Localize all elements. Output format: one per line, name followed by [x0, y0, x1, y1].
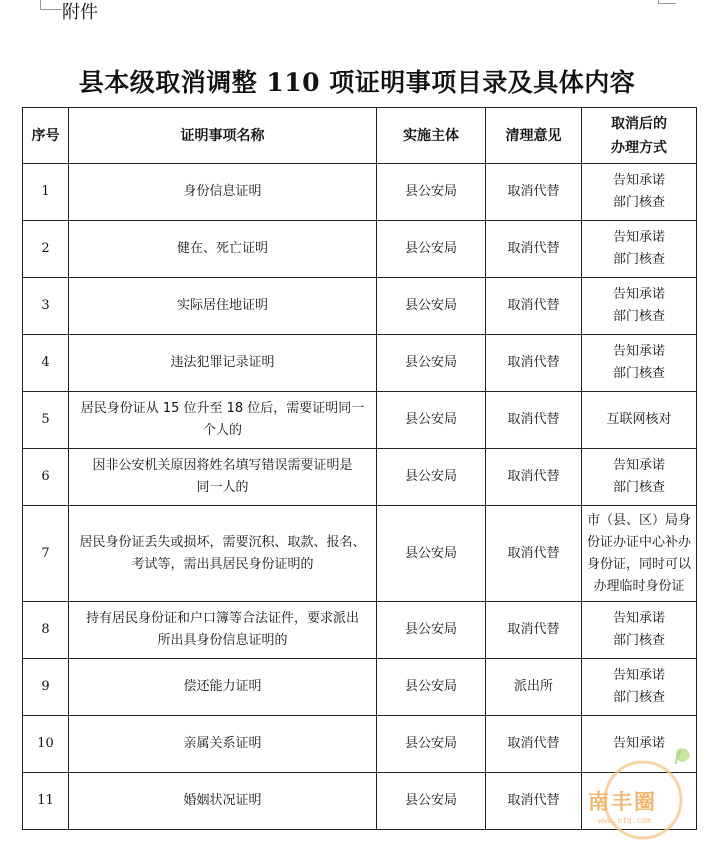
- cell-agency: 县公安局: [377, 716, 486, 773]
- cell-method-line: 告知承诺: [612, 458, 665, 473]
- cell-method-line: 部门核查: [612, 690, 665, 705]
- table-row: [23, 716, 697, 773]
- cell-no: 3: [23, 278, 69, 335]
- cell-agency: 县公安局: [377, 773, 486, 830]
- cell-method: [582, 506, 697, 602]
- cell-agency: 县公安局: [377, 506, 486, 602]
- cell-name: [69, 278, 377, 335]
- cell-no: 10: [23, 716, 69, 773]
- cell-name-line: 居民身份证丢失或损坏，需要沉积、取款、报名、: [79, 534, 366, 550]
- table-row: [23, 164, 697, 221]
- table-row: [23, 449, 697, 506]
- cell-method: [582, 221, 697, 278]
- cell-agency: 县公安局: [377, 602, 486, 659]
- cell-method-line: 部门核查: [612, 633, 665, 648]
- cell-name-line: 所出具身份信息证明的: [157, 633, 288, 648]
- header-opinion: 清理意见: [486, 108, 582, 164]
- cell-method: [582, 278, 697, 335]
- cell-method: [582, 449, 697, 506]
- certificate-table: [22, 107, 697, 830]
- cell-no: 2: [23, 221, 69, 278]
- cell-opinion: 取消代替: [486, 449, 582, 506]
- cell-opinion: 取消代替: [486, 773, 582, 830]
- cell-opinion: 取消代替: [486, 335, 582, 392]
- watermark-url: www.nfq.com: [598, 816, 651, 825]
- cell-name: [69, 335, 377, 392]
- cell-name-line: 考试等，需出具居民身份证明的: [131, 556, 314, 572]
- table-row: [23, 392, 697, 449]
- document-title: 县本级取消调整 110 项证明事项目录及具体内容: [78, 68, 636, 97]
- cell-method-line: 部门核查: [612, 480, 665, 495]
- header-agency: 实施主体: [377, 108, 486, 164]
- cell-name: [69, 506, 377, 602]
- cell-opinion: 取消代替: [486, 506, 582, 602]
- cell-opinion: 取消代替: [486, 278, 582, 335]
- table-row: [23, 659, 697, 716]
- table-row: [23, 602, 697, 659]
- cell-name-line: 身份信息证明: [183, 184, 262, 199]
- cell-method-line: 部门核查: [612, 309, 665, 324]
- table-body: [23, 164, 697, 830]
- cell-opinion: 取消代替: [486, 392, 582, 449]
- crop-mark-top-right-h: [658, 3, 676, 4]
- cell-opinion: 取消代替: [486, 164, 582, 221]
- cell-method-line: 办理临时身份证: [593, 578, 685, 594]
- cell-opinion: 取消代替: [486, 221, 582, 278]
- cell-name: [69, 449, 377, 506]
- cell-name-line: 实际居住地证明: [176, 298, 268, 313]
- table-row: [23, 506, 697, 602]
- cell-name-line: 偿还能力证明: [183, 679, 262, 694]
- cell-method-line: 份证办证中心补办: [586, 534, 691, 550]
- table-row: [23, 278, 697, 335]
- cell-method-line: 告知承诺: [612, 287, 665, 302]
- cell-name: [69, 716, 377, 773]
- cell-method-line: 告知承诺: [612, 173, 665, 188]
- cell-method-line: 告知承诺: [612, 611, 665, 626]
- cell-method-line: 市（县、区）局身: [586, 512, 691, 528]
- cell-no: 4: [23, 335, 69, 392]
- cell-name-line: 居民身份证从 15 位升至 18 位后，需要证明同一: [80, 401, 365, 416]
- cell-method: [582, 392, 697, 449]
- header-method-line2: 办理方式: [611, 139, 667, 156]
- cell-method: [582, 773, 697, 830]
- cell-name: [69, 659, 377, 716]
- cell-no: 9: [23, 659, 69, 716]
- table-row: [23, 773, 697, 830]
- cell-name-line: 婚姻状况证明: [183, 793, 262, 808]
- cell-opinion: 取消代替: [486, 716, 582, 773]
- cell-method: [582, 602, 697, 659]
- cell-method-line: 互联网核对: [606, 412, 672, 427]
- table-row: [23, 221, 697, 278]
- cell-name-line: 违法犯罪记录证明: [170, 355, 275, 370]
- cell-name: [69, 773, 377, 830]
- cell-name-line: 因非公安机关原因将姓名填写错误需要证明是: [92, 458, 353, 473]
- cell-name-line: 健在、死亡证明: [176, 241, 268, 256]
- cell-agency: 县公安局: [377, 659, 486, 716]
- watermark-text: 南丰圈: [588, 790, 657, 814]
- cell-agency: 县公安局: [377, 278, 486, 335]
- cell-no: 6: [23, 449, 69, 506]
- header-method: [582, 108, 697, 164]
- cell-method-line: 部门核查: [612, 195, 665, 210]
- cell-no: 7: [23, 506, 69, 602]
- cell-agency: 县公安局: [377, 392, 486, 449]
- cell-name: [69, 392, 377, 449]
- cell-method-line: 告知承诺: [612, 736, 665, 751]
- header-no: 序号: [23, 108, 69, 164]
- cell-method: [582, 335, 697, 392]
- cell-no: 8: [23, 602, 69, 659]
- cell-method: [582, 716, 697, 773]
- header-name: 证明事项名称: [69, 108, 377, 164]
- cell-opinion: 派出所: [486, 659, 582, 716]
- cell-no: 5: [23, 392, 69, 449]
- cell-name: [69, 602, 377, 659]
- cell-name-line: 持有居民身份证和户口簿等合法证件，要求派出: [85, 611, 359, 626]
- cell-method-line: 身份证，同时可以: [586, 556, 691, 572]
- table-row: [23, 335, 697, 392]
- cell-name-line: 亲属关系证明: [183, 736, 262, 751]
- cell-no: 1: [23, 164, 69, 221]
- cell-method-line: 告知承诺: [612, 230, 665, 245]
- cell-name: [69, 221, 377, 278]
- cell-method: [582, 659, 697, 716]
- cell-method-line: 告知承诺: [612, 668, 665, 683]
- cell-name: [69, 164, 377, 221]
- attachment-label: 附件: [62, 2, 98, 23]
- cell-method-line: 部门核查: [612, 252, 665, 267]
- cell-method-line: 部门核查: [612, 366, 665, 381]
- cell-method: [582, 164, 697, 221]
- cell-agency: 县公安局: [377, 164, 486, 221]
- cell-agency: 县公安局: [377, 221, 486, 278]
- cell-agency: 县公安局: [377, 335, 486, 392]
- header-method-line1: 取消后的: [611, 115, 667, 132]
- cell-method-line: 告知承诺: [612, 344, 665, 359]
- cell-name-line: 个人的: [202, 423, 242, 438]
- cell-opinion: 取消代替: [486, 602, 582, 659]
- table-header-row: [23, 108, 697, 164]
- cell-agency: 县公安局: [377, 449, 486, 506]
- cell-no: 11: [23, 773, 69, 830]
- crop-mark-top-left-h: [40, 9, 62, 10]
- cell-name-line: 同一人的: [196, 480, 249, 495]
